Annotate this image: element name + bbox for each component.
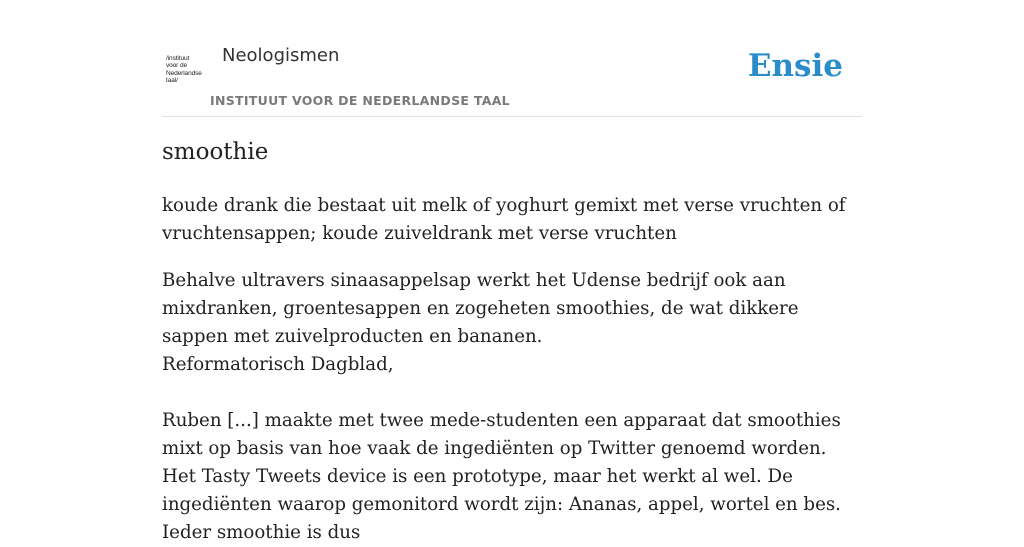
- logo-line-4: taal/: [166, 77, 178, 85]
- entry-definition: koude drank die bestaat uit melk of yoghurt gemixt met verse vruchten of vruchtensappen; koude zuiveldrank met verse vruchten: [162, 195, 846, 244]
- quote-text: Behalve ultravers sinaasappelsap werkt het Udense bedrijf ook aan mixdranken, groentesappen en zogeheten smoothies, de wat dikkere sappen met zuivelproducten en bananen.: [162, 270, 799, 347]
- quote-spacer: [162, 379, 862, 407]
- ensie-brand-link[interactable]: Ensie: [747, 48, 843, 84]
- entry-page: [162, 0, 862, 543]
- site-title[interactable]: Neologismen: [222, 45, 340, 66]
- entry-word: smoothie: [162, 139, 269, 165]
- logo-line-2: voor de: [166, 62, 187, 70]
- logo-line-3: Nederlandse: [166, 69, 202, 77]
- ivdnt-logo[interactable]: [166, 55, 208, 89]
- organization-name: INSTITUUT VOOR DE NEDERLANDSE TAAL: [210, 93, 510, 108]
- logo-line-1: /instituut: [166, 55, 190, 62]
- quote-text: Ruben [...] maakte met twee mede-studenten een apparaat dat smoothies mixt op basis van hoe vaak de ingediënten op Twitter genoemd worden. Het Tasty Tweets device is een prototype, maar het werkt al wel. De ingediënten waarop gemonitord wordt zijn: Ananas, appel, wortel en bes. Ieder smoothie is dus: [162, 410, 841, 543]
- quote-source: Reformatorisch Dagblad,: [162, 354, 394, 375]
- entry-quotes: [162, 267, 862, 547]
- site-header: [162, 0, 862, 117]
